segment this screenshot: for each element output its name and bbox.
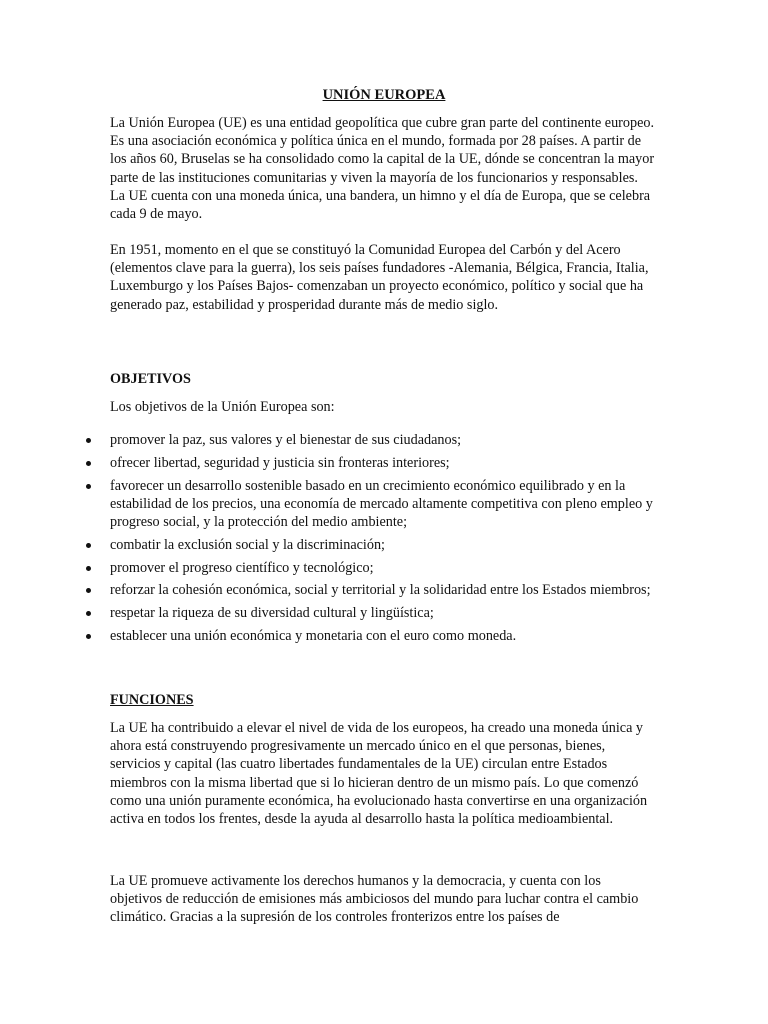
objetivos-intro: Los objetivos de la Unión Europea son: (110, 399, 335, 415)
list-item (0, 454, 656, 472)
list-item-text: respetar la riqueza de su diversidad cultural y lingüística; (110, 605, 434, 622)
list-item-text: promover el progreso científico y tecnológico; (110, 559, 374, 576)
bullet-icon (86, 484, 91, 489)
intro-paragraph-2: En 1951, momento en el que se constituyó la Comunidad Europea del Carbón y del Acero (elementos clave para la guerra), los seis países fundadores -Alemania, Bélgica, Francia, Italia, Luxemburgo y los Países Bajos- comenzaban un proyecto económico, político y social que ha generado paz, estabilidad y prosperidad durante más de medio siglo. (110, 242, 649, 313)
bullet-icon (86, 588, 91, 593)
list-item (0, 536, 656, 554)
funciones-heading: FUNCIONES (110, 692, 194, 708)
bullet-icon (86, 566, 91, 571)
bullet-icon (86, 611, 91, 616)
bullet-icon (86, 461, 91, 466)
funciones-paragraph-1: La UE ha contribuido a elevar el nivel de vida de los europeos, ha creado una moneda única y ahora está construyendo progresivamente un mercado único en el que personas, bienes, servicios y capital (las cuatro libertades fundamentales de la UE) circulan entre Estados miembros con la misma libertad que si lo hicieran dentro de un mismo país. Lo que comenzó como una unión puramente económica, ha evolucionado hasta convertirse en una organización activa en todos los frentes, desde la ayuda al desarrollo hasta la política medioambiental. (110, 720, 648, 828)
list-item (0, 559, 656, 577)
bullet-icon (86, 438, 91, 443)
objetivos-list (0, 431, 768, 650)
objetivos-heading: OBJETIVOS (110, 371, 191, 387)
funciones-paragraph-2: La UE promueve activamente los derechos humanos y la democracia, y cuenta con los objetivos de reducción de emisiones más ambiciosos del mundo para luchar contra el cambio climático. Gracias a la supresión de los controles fronterizos entre los países de (110, 873, 639, 926)
list-item-text: promover la paz, sus valores y el bienestar de sus ciudadanos; (110, 432, 462, 448)
document-title: UNIÓN EUROPEA (322, 87, 446, 103)
intro-paragraph-1: La Unión Europea (UE) es una entidad geopolítica que cubre gran parte del continente europeo. Es una asociación económica y política única en el mundo, formada por 28 países. A partir de los años 60, Bruselas se ha consolidado como la capital de la UE, dónde se concentran la mayor parte de las instituciones comunitarias y viven la mayoría de los funcionarios y responsables. La UE cuenta con una moneda única, una bandera, un himno y el día de Europa, que se celebra cada 9 de mayo. (110, 115, 655, 223)
list-item (0, 627, 656, 645)
list-item (0, 604, 656, 622)
bullet-icon (86, 634, 91, 639)
list-item-text: favorecer un desarrollo sostenible basado en un crecimiento económico equilibrado y en la estabilidad de los precios, una economía de mercado altamente competitiva con pleno empleo y progreso social, y la protección del medio ambiente; (110, 477, 653, 530)
list-item-text: ofrecer libertad, seguridad y justicia sin fronteras interiores; (110, 454, 450, 471)
bullet-icon (86, 543, 91, 548)
list-item (0, 581, 656, 599)
list-item-text: reforzar la cohesión económica, social y territorial y la solidaridad entre los Estados miembros; (110, 582, 651, 599)
list-item-text: establecer una unión económica y monetaria con el euro como moneda. (110, 627, 517, 644)
list-item (0, 431, 656, 449)
list-item-text: combatir la exclusión social y la discriminación; (110, 536, 386, 553)
list-item (0, 477, 656, 532)
